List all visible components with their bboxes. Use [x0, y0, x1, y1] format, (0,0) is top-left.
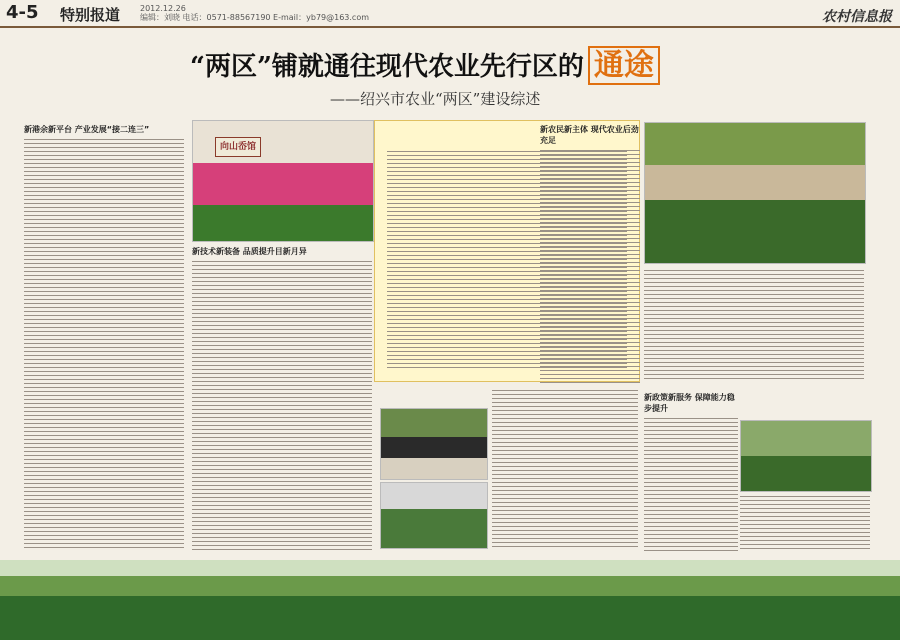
column-right-bottom: [644, 392, 738, 552]
subhead: ——绍兴市农业“两区”建设综述: [330, 90, 541, 108]
body-text: [644, 418, 738, 552]
page-number: 4-5: [6, 2, 39, 23]
header-meta: [140, 4, 369, 22]
headline-main: “两区”铺就通往现代农业先行区的: [190, 52, 584, 82]
photo-field: [740, 420, 872, 492]
headline: [190, 40, 660, 84]
meta-contact: 编辑：刘晓 电话：0571-88567190 E-mail：yb79@163.com: [140, 13, 370, 22]
body-text-center: [492, 390, 638, 550]
column-left: [24, 124, 184, 554]
section-title: 新技术新装备 品质提升目新月异: [192, 247, 307, 256]
body-text: [540, 150, 640, 384]
photo-sign: 向山岙馆: [215, 137, 261, 157]
photo-crowd: [644, 122, 866, 264]
body-text: [24, 139, 184, 549]
column-mid-left: [192, 246, 372, 554]
photo-greenhouse: [380, 482, 488, 549]
section-title: 新港余新平台 产业发展“接二连三”: [24, 125, 150, 134]
section-title: 新农民新主体 现代农业后劲充足: [540, 125, 639, 145]
body-text: [192, 261, 372, 551]
body-text-right: [644, 270, 864, 380]
photo-flower-field: [192, 120, 374, 242]
body-text-right-bottom: [740, 496, 870, 552]
paper-name: 农村信息报: [822, 9, 892, 25]
meta-date: 2012.12.26: [140, 4, 186, 13]
headline-highlight: 通途: [588, 46, 660, 85]
photo-cows: [380, 408, 488, 480]
section-title: 新政策新服务 保障能力稳步提升: [644, 393, 735, 413]
page-header: [0, 0, 900, 28]
footer-landscape: [0, 560, 900, 640]
column-right-top: [540, 124, 640, 384]
section-name: 特别报道: [60, 6, 121, 24]
